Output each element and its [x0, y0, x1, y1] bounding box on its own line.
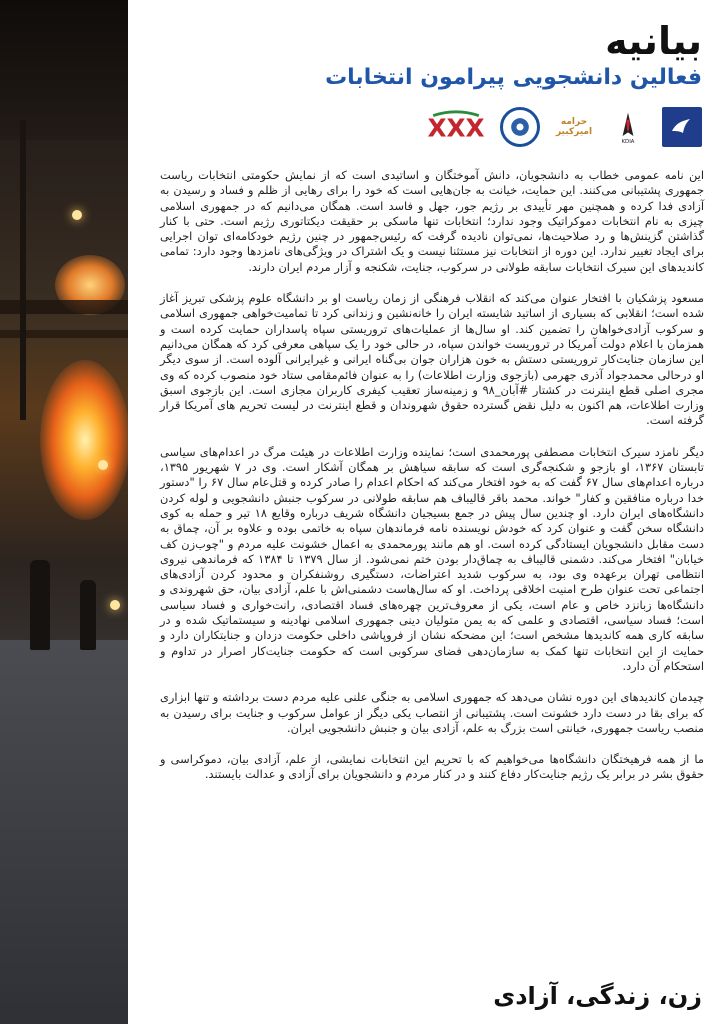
bird-logo [662, 107, 702, 147]
paragraph: ما از همه فرهیختگان دانشگاه‌ها می‌خواهیم که با تحریم این انتخابات نمایشی، از علم، آزادی بیان، دموکراسی و حقوق بشر در برابر یک رژیم جنایت‌کار دفاع کنند و در کنار مردم و دانشجویان برای آزادی و عدالت بایستند. [160, 752, 704, 782]
statement-body [160, 168, 704, 799]
paragraph: چیدمان کاندیدهای این دوره نشان می‌دهد که جمهوری اسلامی به جنگی علنی علیه مردم دست برداشته و تنها ابزاری که برای بقا در دست دارد خشونت است. پشتیبانی از انتصاب یکی دیگر از عوامل سرکوب و جنایت برای رسیدن به منصب ریاست جمهوری، خیانتی است بزرگ به علم، آزادی بیان و جنبش دانشجویی ایران. [160, 690, 704, 735]
paragraph: مسعود پزشکیان با افتخار عنوان می‌کند که انقلاب فرهنگی از زمان ریاست او بر دانشگاه علوم پزشکی تبریز آغاز شده است؛ انقلابی که بسیاری از اساتید شایسته ایران را خانه‌نشین و زندانی کرد تا تمامیت‌خواهی جمهوری اسلامی و سرکوب آزادی‌خواهان را تضمین کند. او سال‌ها از عملیات‌های تروریستی سپاه پاسداران حمایت کرده است و همزمان با اعلام دولت آمریکا در تروریست خواندن سپاه، در حالی خود را یک سپاهی معرفی کرد که همگان می‌دانیم این سازمان جنایت‌کار تروریستی دستش به خون هزاران جوان بی‌گناه ایرانی و غیرایرانی آلوده است. از سوی دیگر او درحالی محمدجواد آذری جهرمی (بازجوی وزارت اطلاعات) را به عنوان فائم‌مقامی ستاد خود منصوب کرده که وی مجری اصلی قطع اینترنت در کشتار #آبان_۹۸ و زمینه‌ساز تعقیب کیفری کاربران مجازی است. این بازجوی اسبق وزارت اطلاعات، هم اکنون به دلیل نقض گسترده حقوق شهروندان و قطع اینترنت در لیست تحریم های آمریکا قرار گرفته است. [160, 291, 704, 428]
paragraph: این نامه عمومی خطاب به دانشجویان، دانش آموختگان و اساتیدی است که از نمایش حکومتی انتخابات ریاست جمهوری پشتیبانی می‌کنند. این حمایت، خیانت به جان‌هایی است که خود را برای رهایی از ظلم و فساد و رسیدن به آزادی فدا کرده و همچنین مهر تأییدی بر رژیم جور، جهل و فاسد است. همگان می‌دانیم که در جمهوری اسلامی چیزی به نام انتخابات دموکراتیک وجود ندارد؛ انتخابات تنها ماسکی بر حقیقت دیکتاتوری رژیم است. حتی با کنار گذاشتن گزینش‌ها و رد صلاحیت‌ها، نمی‌توان نادیده گرفت که رئیس‌جمهور در چنین رژیم خودکامه‌ای توان اجرایی برای ایجاد تغییر ندارد. این دوره از انتخابات نیز مستثنا نیست و یک اشتراک در ویژگی‌های نامزدها وجود دارد: تمامی کاندیدهای این سیرک انتخابات سابقه طولانی در سرکوب، جنایت، شکنجه و آزار مردم ایران دارند. [160, 168, 704, 274]
kdia-logo [608, 107, 648, 147]
page-subtitle: فعالین دانشجویی پیرامون انتخابات [325, 65, 702, 90]
page-title: بیانیه [605, 19, 702, 63]
protest-fire-photo [0, 0, 128, 1024]
svg-text:XXX: XXX [427, 113, 485, 143]
haraam-logo: حرامه امیرکبیر [555, 117, 593, 137]
paragraph: دیگر نامزد سیرک انتخابات مصطفی پورمحمدی است؛ نماینده وزارت اطلاعات در هیئت مرگ در اعدام‌های سیاسی تابستان ۱۳۶۷، او بازجو و شکنجه‌گری است که سابقه سیاهش بر همگان آشکار است. وی در ۷ شهریور ۱۳۹۵، درباره اعدام‌های سال ۶۷ گفت که به خود افتخار می‌کند که احکام اعدام را صادر کرده و قتل‌عام سال ۶۷ را "دستور خدا درباره منافقین و کفار" خواند. محمد باقر قالیباف هم سابقه طولانی در سرکوب جنبش دانشجویی و لوله کردن دانشگاه‌های ایران دارد. او چندین سال پیش در جمع بسیجیان دانشگاه شریف درباره وقایع ۱۸ تیر و حمله به کوی دانشگاه سخن گفت و عنوان کرد که خودش نویسنده نامه فرماندهان سپاه به خاتمی بوده و علاوه بر آن، چماق به دست مقابل دانشجویان ایستادگی کرده است. او هم مانند پورمحمدی به اعمال خشونت علیه مردم و "چوب‌زن کف خیابان" افتخار می‌کند. دشمنی قالیباف به چماق‌دار بودن ختم نمی‌شود. از سال ۱۳۷۹ تا ۱۳۸۴ که فرماندهی نیروی انتظامی تهران برعهده وی بود، به سرکوب شدید اعتراضات، دستگیری روشنفکران و محدود کردن آزادی‌های اجتماعی تحت عنوان طرح امنیت اخلاقی پرداخت. او که سال‌هاست دشمنی‌اش با علم، آزادی بیان، حق شهروندی و دانشگاه‌ها زبانزد خاص و عام است، یکی از معروف‌ترین چهره‌های فساد اقتصادی، رانت‌خواری و فساد سیاسی است؛ فساد سیاسی، اقتصادی و علمی که به یمن متولیان دینی جمهوری اسلامی نهادینه و سیستماتیک شده و در سابقه کاری همه کاندیدها مشخص است؛ این مضحکه نشان از فروپاشی داخلی حکومت دزدان و جنایتکاران دارد و حمایت از این انتخابات تنها کمک به سازمان‌دهی فضای سرکوبی است که حکومت جنایت‌کار اصرار در تداوم و استحکام آن دارد. [160, 444, 704, 673]
xxx-logo [426, 107, 486, 147]
circle-emblem-logo [500, 107, 540, 147]
footer-slogan: زن، زندگی، آزادی [493, 982, 702, 1010]
logo-row [392, 104, 702, 150]
svg-text:KDIA: KDIA [621, 139, 635, 145]
